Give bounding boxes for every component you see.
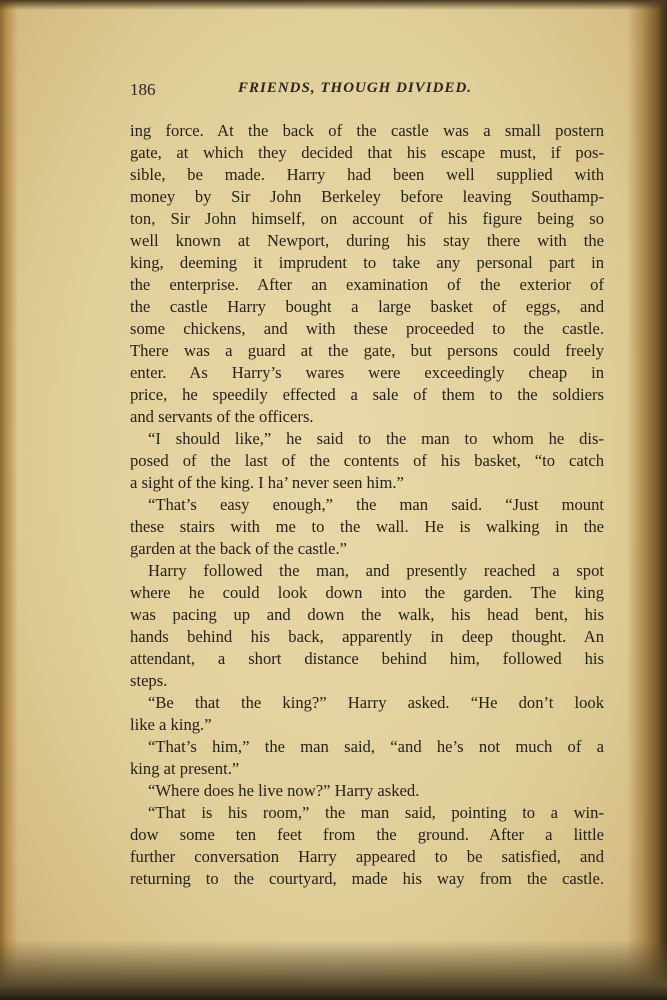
text-line: garden at the back of the castle.” xyxy=(130,539,347,558)
text-line: “That is his room,” the man said, pointing to a win- xyxy=(148,803,604,822)
text-line: like a king.” xyxy=(130,715,212,734)
text-line: the enterprise. After an examination of the exterior of xyxy=(130,275,604,294)
text-line: “That’s him,” the man said, “and he’s not much of a xyxy=(148,737,604,756)
running-head: FRIENDS, THOUGH DIVIDED. xyxy=(238,80,473,96)
text-line: “Be that the king?” Harry asked. “He don’t look xyxy=(148,693,604,712)
page-left-edge xyxy=(0,0,18,1000)
text-line: a sight of the king. I ha’ never seen him.” xyxy=(130,473,404,492)
text-line: money by Sir John Berkeley before leaving Southamp- xyxy=(130,187,604,206)
page-header xyxy=(130,80,600,104)
text-line: ton, Sir John himself, on account of his figure being so xyxy=(130,209,604,228)
text-line: the castle Harry bought a large basket of eggs, and xyxy=(130,297,604,316)
text-line: Harry followed the man, and presently reached a spot xyxy=(148,561,604,580)
page-top-edge xyxy=(0,0,667,10)
text-line: and servants of the officers. xyxy=(130,407,314,426)
text-line: price, he speedily effected a sale of them to the soldiers xyxy=(130,385,604,404)
text-line: posed of the last of the contents of his basket, “to catch xyxy=(130,451,604,470)
text-line: There was a guard at the gate, but persons could freely xyxy=(130,341,604,360)
text-line: some chickens, and with these proceeded to the castle. xyxy=(130,319,604,338)
text-line: attendant, a short distance behind him, followed his xyxy=(130,649,604,668)
text-line: was pacing up and down the walk, his head bent, his xyxy=(130,605,604,624)
text-line: dow some ten feet from the ground. After a little xyxy=(130,825,604,844)
text-line: these stairs with me to the wall. He is walking in the xyxy=(130,517,604,536)
text-line: hands behind his back, apparently in deep thought. An xyxy=(130,627,604,646)
text-line: ing force. At the back of the castle was a small postern xyxy=(130,121,604,140)
text-line: steps. xyxy=(130,671,168,690)
text-line: gate, at which they decided that his escape must, if pos- xyxy=(130,143,604,162)
text-line: enter. As Harry’s wares were exceedingly cheap in xyxy=(130,363,604,382)
page-right-edge xyxy=(627,0,667,1000)
text-line: “I should like,” he said to the man to whom he dis- xyxy=(148,429,604,448)
page-number: 186 xyxy=(130,80,156,99)
body-text xyxy=(130,120,604,890)
text-line: sible, be made. Harry had been well supplied with xyxy=(130,165,604,184)
text-line: “Where does he live now?” Harry asked. xyxy=(148,781,420,800)
text-line: king at present.” xyxy=(130,759,240,778)
text-line: further conversation Harry appeared to be satisfied, and xyxy=(130,847,604,866)
text-line: “That’s easy enough,” the man said. “Just mount xyxy=(148,495,604,514)
text-line: well known at Newport, during his stay there with the xyxy=(130,231,604,250)
text-line: where he could look down into the garden. The king xyxy=(130,583,604,602)
page-bottom-edge xyxy=(0,940,667,1000)
text-line: king, deeming it imprudent to take any personal part in xyxy=(130,253,604,272)
text-line: returning to the courtyard, made his way from the castle. xyxy=(130,869,604,888)
